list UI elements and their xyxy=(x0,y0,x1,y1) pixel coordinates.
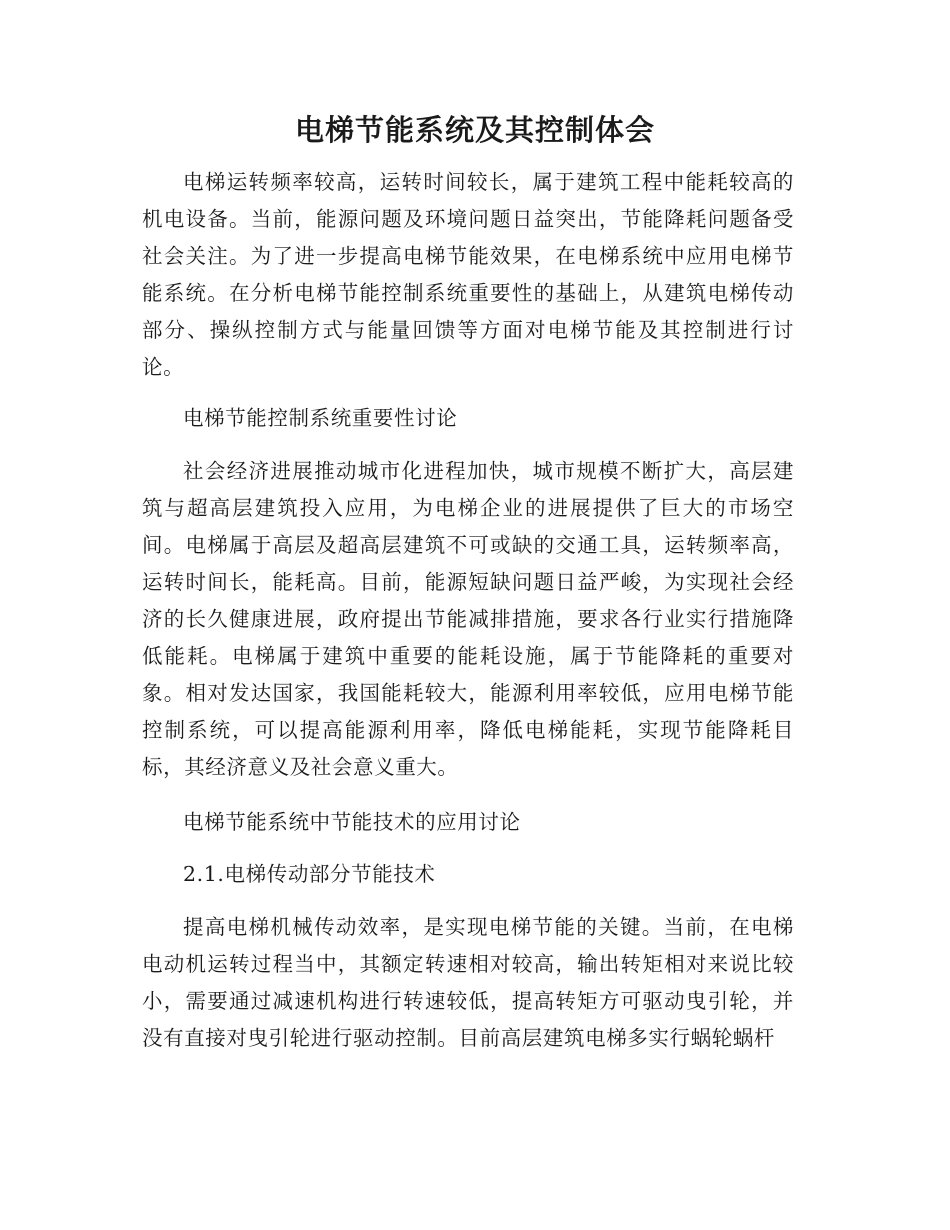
subsection-heading-transmission: 2.1.电梯传动部分节能技术 xyxy=(183,862,436,886)
transmission-paragraph: 提高电梯机械传动效率，是实现电梯节能的关键。当前，在电梯电动机运转过程当中，其额定转速相对较高，输出转矩相对来说比较小，需要通过减速机构进行转速较低，提高转矩方可驱动曳引轮，并没有直接对曳引轮进行驱动控制。目前高层建筑电梯多实行蜗轮蜗杆 xyxy=(142,915,794,1050)
section-heading-technology: 电梯节能系统中节能技术的应用讨论 xyxy=(183,810,521,834)
importance-paragraph: 社会经济进展推动城市化进程加快，城市规模不断扩大，高层建筑与超高层建筑投入应用，为电梯企业的进展提供了巨大的市场空间。电梯属于高层及超高层建筑不可或缺的交通工具，运转频率高，运转时间长，能耗高。目前，能源短缺问题日益严峻，为实现社会经济的长久健康进展，政府提出节能减排措施，要求各行业实行措施降低能耗。电梯属于建筑中重要的能耗设施，属于节能降耗的重要对象。相对发达国家，我国能耗较大，能源利用率较低，应用电梯节能控制系统，可以提高能源利用率，降低电梯能耗，实现节能降耗目标，其经济意义及社会意义重大。 xyxy=(142,459,794,779)
intro-paragraph: 电梯运转频率较高，运转时间较长，属于建筑工程中能耗较高的机电设备。当前，能源问题及环境问题日益突出，节能降耗问题备受社会关注。为了进一步提高电梯节能效果，在电梯系统中应用电梯节能系统。在分析电梯节能控制系统重要性的基础上，从建筑电梯传动部分、操纵控制方式与能量回馈等方面对电梯节能及其控制进行讨论。 xyxy=(142,170,794,379)
document-title: 电梯节能系统及其控制体会 xyxy=(294,113,655,147)
section-heading-importance: 电梯节能控制系统重要性讨论 xyxy=(183,406,458,430)
